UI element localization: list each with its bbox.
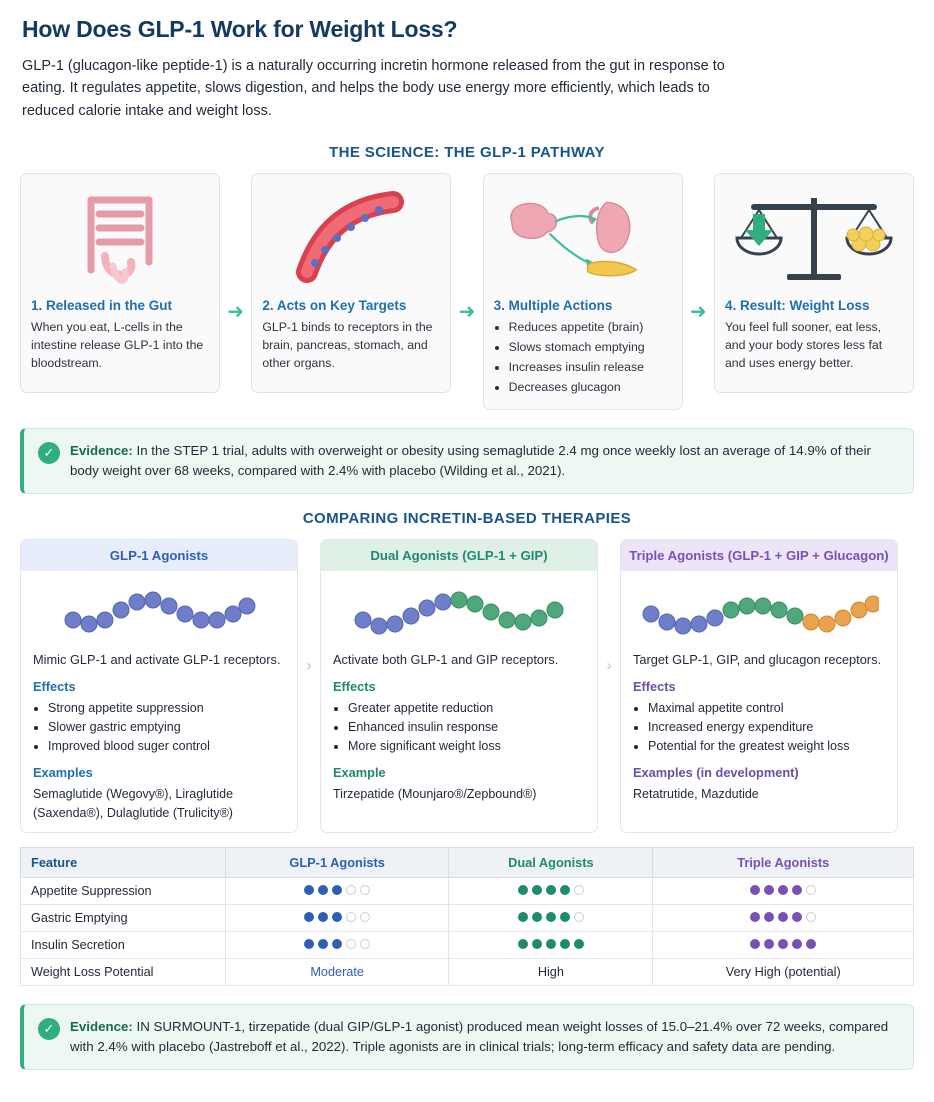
evidence-text	[70, 441, 899, 481]
pathway-arrow-icon: ➜	[689, 300, 707, 323]
card-examples-label: Example	[333, 765, 386, 781]
table-body	[21, 877, 914, 985]
card-arrow-icon: ›	[306, 657, 312, 675]
step-bullet: • Increases insulin release	[509, 359, 672, 377]
evidence-label: Evidence:	[70, 1018, 133, 1034]
table-cell-glp1	[226, 877, 449, 904]
dot-filled	[318, 939, 328, 949]
dot-filled	[546, 885, 556, 895]
step-bullet: • Slows stomach emptying	[509, 339, 672, 357]
dot-filled	[778, 885, 788, 895]
table-header-feature: Feature	[21, 847, 226, 877]
dot-empty	[574, 885, 584, 895]
dot-filled	[318, 912, 328, 922]
dot-filled	[532, 939, 542, 949]
table-cell-triple	[653, 931, 914, 958]
table-cell-triple	[653, 904, 914, 931]
rating-dots	[304, 912, 370, 922]
dot-filled	[332, 885, 342, 895]
step-text: GLP-1 binds to receptors in the brain, pancreas, stomach, and other organs.	[262, 320, 433, 371]
dot-filled	[532, 885, 542, 895]
footer-spacer	[20, 1086, 914, 1092]
dot-filled	[518, 912, 528, 922]
dot-empty	[346, 912, 356, 922]
table-cell-feature: Appetite Suppression	[21, 877, 226, 904]
page-title: How Does GLP-1 Work for Weight Loss?	[22, 16, 458, 42]
card-examples-label: Examples (in development)	[633, 765, 799, 781]
table-cell-feature: Weight Loss Potential	[21, 958, 226, 985]
card-description: Activate both GLP-1 and GIP receptors.	[333, 651, 559, 667]
pathway-section-heading: THE SCIENCE: THE GLP-1 PATHWAY	[329, 144, 605, 162]
intestine-icon	[31, 182, 209, 294]
intro-paragraph: GLP-1 (glucagon-like peptide-1) is a naturally occurring incretin hormone released from the gut in response to eating. It regulates appetite, slows digestion, and helps the body use energy more efficiently, which leads to reduced calorie intake and weight loss.	[22, 58, 725, 119]
step-text: You feel full sooner, eat less, and your body stores less fat and uses energy better.	[724, 320, 883, 371]
dot-empty	[360, 939, 370, 949]
card-dual-agonists	[320, 539, 598, 833]
step-bullets	[494, 319, 672, 396]
check-icon: ✓	[38, 1018, 60, 1040]
peptide-chain-icon	[321, 571, 597, 649]
table-row	[21, 904, 914, 931]
rating-dots	[518, 912, 584, 922]
step-title: 3. Multiple Actions	[493, 298, 613, 314]
compare-section-heading: COMPARING INCRETIN-BASED THERAPIES	[302, 509, 632, 527]
organs-icon	[494, 182, 672, 294]
dot-filled	[318, 885, 328, 895]
evidence-text	[70, 1017, 899, 1057]
dot-filled	[750, 885, 760, 895]
dot-filled	[560, 885, 570, 895]
dot-filled	[332, 939, 342, 949]
card-effects-label: Effects	[33, 679, 76, 695]
dot-filled	[304, 939, 314, 949]
table-cell-feature: Gastric Emptying	[21, 904, 226, 931]
card-glp1-agonists	[20, 539, 298, 833]
dot-empty	[346, 939, 356, 949]
dot-filled	[764, 939, 774, 949]
card-effects-list	[333, 699, 585, 755]
card-header: GLP-1 Agonists	[21, 540, 297, 571]
dot-filled	[574, 939, 584, 949]
effect-item: • Maximal appetite control	[648, 699, 885, 718]
peptide-chain-icon	[621, 571, 897, 649]
card-effects-list	[633, 699, 885, 755]
effect-item: • Enhanced insulin response	[348, 718, 585, 737]
effect-item: • More significant weight loss	[348, 737, 585, 756]
card-arrow-icon: ›	[606, 657, 612, 675]
dot-filled	[764, 912, 774, 922]
table-cell-triple	[653, 877, 914, 904]
pathway-arrow-icon: ➜	[227, 300, 245, 323]
table-header-row	[21, 847, 914, 877]
table-cell-dual	[449, 904, 653, 931]
effect-item: • Strong appetite suppression	[48, 699, 285, 718]
table-header-glp1: GLP-1 Agonists	[226, 847, 449, 877]
evidence-callout-2	[20, 1004, 914, 1070]
dot-filled	[546, 939, 556, 949]
card-triple-agonists	[620, 539, 898, 833]
pathway-step-3	[483, 173, 683, 409]
card-examples: Tirzepatide (Mounjaro®/Zepbound®)	[333, 787, 537, 802]
card-description: Mimic GLP-1 and activate GLP-1 receptors.	[33, 651, 281, 667]
dot-empty	[806, 912, 816, 922]
pathway-arrow-icon: ➜	[458, 300, 476, 323]
dot-filled	[792, 885, 802, 895]
effect-item: • Slower gastric emptying	[48, 718, 285, 737]
card-examples-label: Examples	[33, 765, 93, 781]
table-row	[21, 958, 914, 985]
step-title: 2. Acts on Key Targets	[262, 298, 407, 314]
table-cell-dual	[449, 877, 653, 904]
table-cell-feature: Insulin Secretion	[21, 931, 226, 958]
table-cell-glp1	[226, 904, 449, 931]
card-examples: Semaglutide (Wegovy®), Liraglutide (Saxenda®), Dulaglutide (Trulicity®)	[33, 787, 234, 820]
dot-filled	[532, 912, 542, 922]
comparison-table	[20, 847, 914, 986]
balance-scale-icon	[725, 182, 903, 294]
evidence-label: Evidence:	[70, 442, 133, 458]
card-examples: Retatrutide, Mazdutide	[633, 787, 759, 802]
peptide-chain-icon	[21, 571, 297, 649]
table-row	[21, 931, 914, 958]
evidence-body: IN SURMOUNT-1, tirzepatide (dual GIP/GLP-1 agonist) produced mean weight losses of 15.0–21.4% over 72 weeks, compared with 2.4% with placebo (Jastreboff et al., 2022). Triple agonists are in clinical trials; long-term efficacy and safety data are pending.	[70, 1018, 889, 1054]
check-icon: ✓	[38, 442, 60, 464]
card-header: Dual Agonists (GLP-1 + GIP)	[321, 540, 597, 571]
dot-filled	[304, 912, 314, 922]
dot-filled	[518, 885, 528, 895]
dot-empty	[574, 912, 584, 922]
evidence-body: In the STEP 1 trial, adults with overweight or obesity using semaglutide 2.4 mg once weekly lost an average of 14.9% of their body weight over 68 weeks, compared with 2.4% with placebo (Wilding et al., 2021).	[70, 442, 871, 478]
dot-filled	[750, 912, 760, 922]
dot-empty	[360, 885, 370, 895]
rating-dots	[304, 939, 370, 949]
step-title: 4. Result: Weight Loss	[724, 298, 870, 314]
dot-filled	[764, 885, 774, 895]
dot-filled	[546, 912, 556, 922]
step-bullet: • Reduces appetite (brain)	[509, 319, 672, 337]
rating-dots	[518, 885, 584, 895]
dot-filled	[304, 885, 314, 895]
table-cell-glp1	[226, 931, 449, 958]
dot-filled	[778, 912, 788, 922]
dot-filled	[560, 939, 570, 949]
card-effects-list	[33, 699, 285, 755]
rating-dots	[750, 939, 816, 949]
card-effects-label: Effects	[633, 679, 676, 695]
dot-filled	[778, 939, 788, 949]
pathway-step-4	[714, 173, 914, 393]
effect-item: • Potential for the greatest weight loss	[648, 737, 885, 756]
effect-item: • Improved blood suger control	[48, 737, 285, 756]
table-header-dual: Dual Agonists	[449, 847, 653, 877]
step-text: When you eat, L-cells in the intestine release GLP-1 into the bloodstream.	[31, 320, 204, 371]
rating-dots	[750, 885, 816, 895]
pathway-step-2	[251, 173, 451, 393]
comparison-cards	[20, 539, 914, 833]
table-cell-triple: Very High (potential)	[653, 958, 914, 985]
card-effects-label: Effects	[333, 679, 376, 695]
table-cell-glp1: Moderate	[226, 958, 449, 985]
dot-filled	[792, 939, 802, 949]
dot-filled	[518, 939, 528, 949]
pathway-step-1	[20, 173, 220, 393]
table-cell-dual: High	[449, 958, 653, 985]
dot-empty	[346, 885, 356, 895]
table-row	[21, 877, 914, 904]
step-title: 1. Released in the Gut	[31, 298, 173, 314]
dot-filled	[332, 912, 342, 922]
effect-item: • Greater appetite reduction	[348, 699, 585, 718]
card-description: Target GLP-1, GIP, and glucagon receptors.	[633, 651, 882, 667]
step-bullet: • Decreases glucagon	[509, 379, 672, 397]
dot-empty	[360, 912, 370, 922]
rating-dots	[518, 939, 584, 949]
rating-dots	[750, 912, 816, 922]
dot-filled	[792, 912, 802, 922]
dot-filled	[806, 939, 816, 949]
pathway-row	[20, 173, 914, 409]
rating-dots	[304, 885, 370, 895]
dot-empty	[806, 885, 816, 895]
card-header: Triple Agonists (GLP-1 + GIP + Glucagon)	[621, 540, 897, 571]
dot-filled	[560, 912, 570, 922]
table-cell-dual	[449, 931, 653, 958]
dot-filled	[750, 939, 760, 949]
evidence-callout-1	[20, 428, 914, 494]
effect-item: • Increased energy expenditure	[648, 718, 885, 737]
table-header-triple: Triple Agonists	[653, 847, 914, 877]
blood-vessel-icon	[262, 182, 440, 294]
